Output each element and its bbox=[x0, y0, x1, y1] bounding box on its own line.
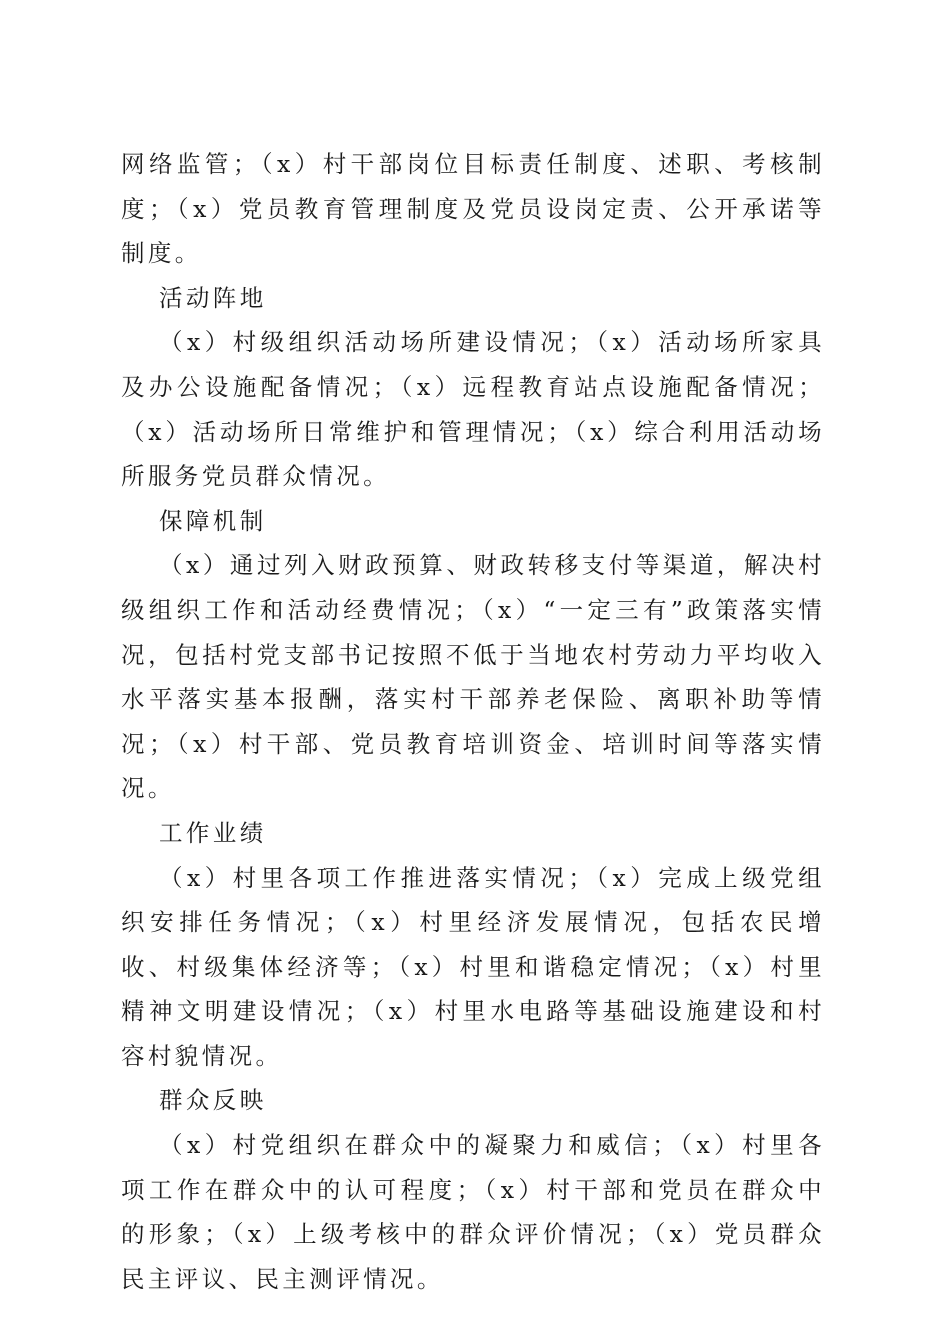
section-heading-guarantee-mechanism: 保障机制 bbox=[159, 506, 267, 535]
section-heading-public-feedback: 群众反映 bbox=[159, 1086, 267, 1115]
section-paragraph-guarantee-mechanism: （x）通过列入财政预算、财政转移支付等渠道，解决村级组织工作和活动经费情况；（x）“一定三有”政策落实情况，包括村党支部书记按照不低于当地农村劳动力平均收入水平落实基本报酬，落实村干部养老保险、离职补助等情况；（x）村干部、党员教育培训资金、培训时间等落实情况。 bbox=[121, 551, 825, 803]
document-body bbox=[121, 142, 825, 1301]
section-heading-activity-venue: 活动阵地 bbox=[159, 283, 267, 312]
section-paragraph-work-performance: （x）村里各项工作推进落实情况；（x）完成上级党组织安排任务情况；（x）村里经济发展情况，包括农民增收、村级集体经济等；（x）村里和谐稳定情况；（x）村里精神文明建设情况；（x）村里水电路等基础设施建设和村容村貌情况。 bbox=[121, 863, 825, 1070]
section-paragraph-public-feedback: （x）村党组织在群众中的凝聚力和威信；（x）村里各项工作在群众中的认可程度；（x）村干部和党员在群众中的形象；（x）上级考核中的群众评价情况；（x）党员群众民主评议、民主测评情况。 bbox=[121, 1131, 825, 1293]
section-heading-work-performance: 工作业绩 bbox=[159, 818, 267, 847]
section-paragraph-activity-venue: （x）村级组织活动场所建设情况；（x）活动场所家具及办公设施配备情况；（x）远程教育站点设施配备情况；（x）活动场所日常维护和管理情况；（x）综合利用活动场所服务党员群众情况。 bbox=[121, 328, 825, 491]
continuation-paragraph: 网络监管；（x）村干部岗位目标责任制度、述职、考核制度；（x）党员教育管理制度及党员设岗定责、公开承诺等制度。 bbox=[121, 150, 825, 268]
